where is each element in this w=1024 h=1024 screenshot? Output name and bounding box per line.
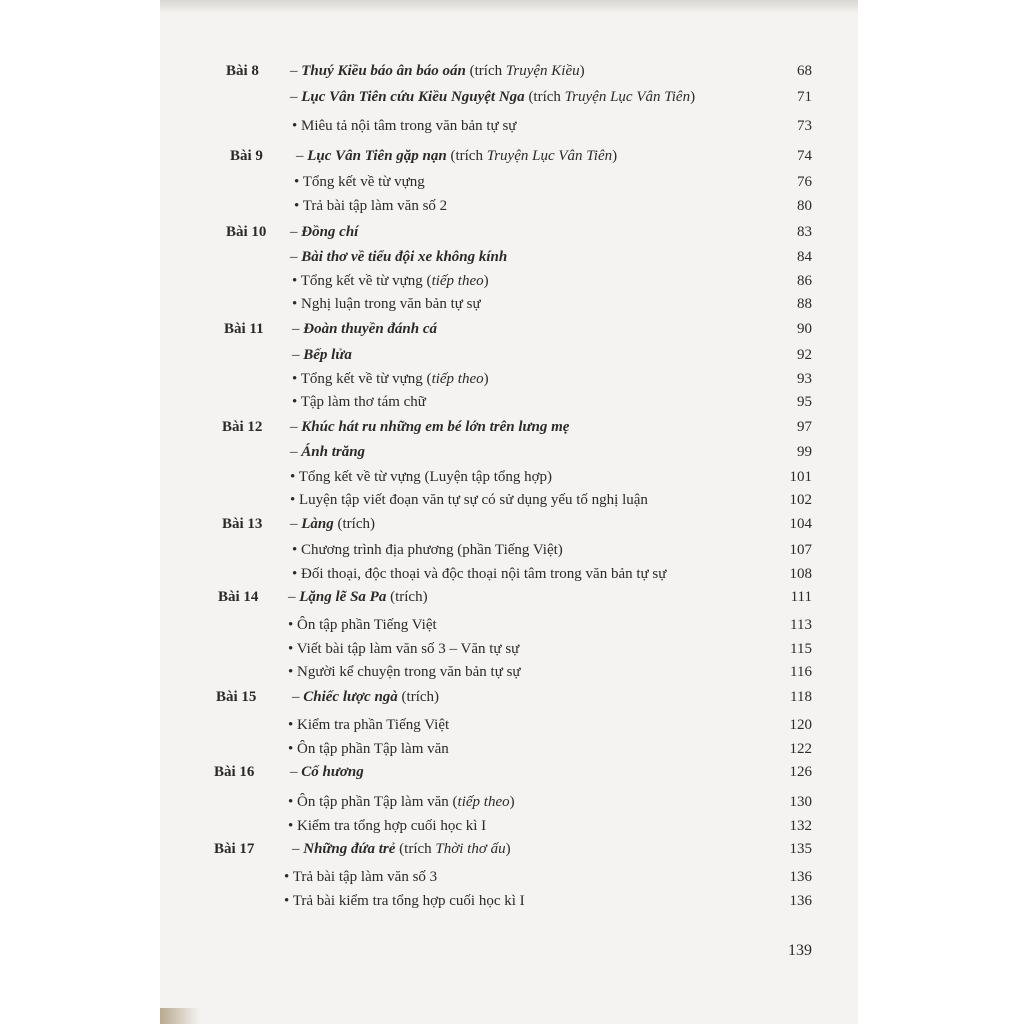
entry-label: Tổng kết về từ vựng ( [300, 371, 432, 387]
lesson-label: Bài 16 [214, 764, 255, 780]
lesson-label: Bài 15 [216, 689, 257, 705]
lesson-title: Đồng chí [301, 224, 359, 240]
entry-text [288, 738, 449, 760]
lesson-title: Lục Vân Tiên gặp nạn [307, 148, 447, 164]
bullet-marker: • [292, 273, 301, 289]
source-note: (trích) [333, 516, 375, 532]
dash-marker: – [290, 89, 302, 105]
toc-entry[interactable] [0, 221, 1024, 243]
source-note: (trích) [397, 689, 440, 705]
page-ref: 92 [797, 347, 812, 363]
toc-entry[interactable] [0, 661, 1024, 683]
entry-text [290, 489, 648, 511]
lesson-label: Bài 13 [222, 516, 263, 532]
lesson-title: Những đứa trẻ [303, 841, 396, 857]
page-ref: 74 [797, 148, 812, 164]
bullet-marker: • [294, 198, 303, 214]
dash-marker: – [290, 764, 302, 780]
page-ref: 84 [797, 249, 812, 265]
page-ref: 93 [797, 371, 812, 387]
page-ref: 136 [789, 893, 812, 909]
bullet-marker: • [290, 492, 300, 508]
dash-marker: – [296, 148, 308, 164]
source-close: ) [612, 148, 618, 164]
entry-label: Tổng kết về từ vựng (Luyện tập tổng hợp) [298, 469, 553, 485]
toc-entry[interactable] [0, 489, 1024, 511]
source-work: Truyện Lục Vân Tiên [486, 148, 613, 164]
toc-entry[interactable] [0, 416, 1024, 438]
entry-label-close: ) [509, 794, 515, 810]
entry-text [290, 86, 695, 108]
page-ref: 80 [797, 198, 812, 214]
toc-entry[interactable] [0, 866, 1024, 888]
source-note: (trích [446, 148, 487, 164]
entry-label: Tập làm thơ tám chữ [300, 394, 426, 410]
dash-marker: – [290, 444, 302, 460]
lesson-title: Ánh trăng [301, 444, 366, 460]
page-ref: 76 [797, 174, 812, 190]
page-ref: 97 [797, 419, 812, 435]
toc-entry[interactable] [0, 815, 1024, 837]
dash-marker: – [290, 249, 302, 265]
page-ref: 132 [789, 818, 812, 834]
entry-label: Miêu tả nội tâm trong văn bản tự sự [301, 118, 517, 134]
toc-entry[interactable] [0, 115, 1024, 137]
dash-marker: – [292, 321, 304, 337]
page-ref: 83 [797, 224, 812, 240]
entry-text [290, 60, 585, 82]
page-number: 139 [788, 942, 812, 959]
page-ref: 88 [797, 296, 812, 312]
entry-text [292, 293, 481, 315]
page-ref: 136 [789, 869, 812, 885]
page-ref: 104 [789, 516, 812, 532]
entry-label: Trả bài tập làm văn số 2 [302, 198, 448, 214]
entry-text [284, 890, 525, 912]
dash-marker: – [292, 689, 304, 705]
bullet-marker: • [288, 794, 298, 810]
entry-label: Đối thoại, độc thoại và độc thoại nội tâm trong văn bản tự sự [301, 566, 667, 582]
lesson-title: Lặng lẽ Sa Pa [299, 589, 387, 605]
bullet-marker: • [288, 741, 298, 757]
bullet-marker: • [294, 174, 303, 190]
toc-entry[interactable] [0, 791, 1024, 813]
source-note: (trích [524, 89, 565, 105]
entry-label: Tổng kết về từ vựng [302, 174, 425, 190]
lesson-title: Khúc hát ru những em bé lớn trên lưng mẹ [301, 419, 570, 435]
lesson-title: Bếp lửa [303, 347, 352, 363]
entry-text [292, 270, 489, 292]
page-ref: 102 [789, 492, 812, 508]
toc-entry[interactable] [0, 614, 1024, 636]
lesson-label: Bài 10 [226, 224, 267, 240]
entry-label: Ôn tập phần Tiếng Việt [297, 617, 437, 633]
entry-text [290, 441, 365, 463]
toc-entry[interactable] [0, 293, 1024, 315]
toc-entry[interactable] [0, 171, 1024, 193]
entry-text [290, 246, 507, 268]
page-ref: 68 [797, 63, 812, 79]
entry-text [288, 638, 519, 660]
toc-entry[interactable] [0, 686, 1024, 708]
entry-text [294, 195, 447, 217]
lesson-label: Bài 17 [214, 841, 255, 857]
toc-entry[interactable] [0, 318, 1024, 340]
page-ref: 113 [790, 617, 812, 633]
page-ref: 111 [790, 589, 812, 605]
dash-marker: – [290, 419, 302, 435]
lesson-title: Đoàn thuyền đánh cá [303, 321, 438, 337]
entry-label: Tổng kết về từ vựng ( [300, 273, 432, 289]
bullet-marker: • [288, 818, 298, 834]
source-close: ) [579, 63, 585, 79]
toc-entry[interactable] [0, 714, 1024, 736]
entry-text [290, 416, 569, 438]
toc-entry[interactable] [0, 270, 1024, 292]
bullet-marker: • [292, 371, 301, 387]
page-ref: 108 [789, 566, 812, 582]
toc-entry[interactable] [0, 145, 1024, 167]
entry-text [296, 145, 617, 167]
toc-entry[interactable] [0, 466, 1024, 488]
entry-text [288, 714, 449, 736]
entry-text [292, 686, 439, 708]
dash-marker: – [290, 224, 302, 240]
toc-entry[interactable] [0, 344, 1024, 366]
source-close: ) [505, 841, 511, 857]
page-ref: 126 [789, 764, 812, 780]
entry-text [292, 539, 563, 561]
page-ref: 118 [790, 689, 812, 705]
bullet-marker: • [288, 664, 298, 680]
page-ref: 95 [797, 394, 812, 410]
entry-text [292, 368, 489, 390]
source-note: (trích) [386, 589, 428, 605]
toc-entry[interactable] [0, 563, 1024, 585]
entry-text [294, 171, 425, 193]
toc-entry[interactable] [0, 586, 1024, 608]
toc-entry[interactable] [0, 368, 1024, 390]
source-work: Thời thơ ấu [435, 841, 506, 857]
entry-text [290, 466, 552, 488]
entry-label-close: ) [483, 273, 489, 289]
entry-label: Chương trình địa phương (phần Tiếng Việt) [301, 542, 563, 558]
toc-entry[interactable] [0, 86, 1024, 108]
toc-entry[interactable] [0, 738, 1024, 760]
bullet-marker: • [292, 118, 302, 134]
entry-text [288, 661, 521, 683]
entry-text [292, 115, 516, 137]
entry-label: Ôn tập phần Tập làm văn ( [297, 794, 458, 810]
bullet-marker: • [288, 617, 298, 633]
toc-entry[interactable] [0, 638, 1024, 660]
lesson-title: Chiếc lược ngà [303, 689, 398, 705]
dash-marker: – [292, 841, 304, 857]
entry-text [284, 866, 437, 888]
toc-entry[interactable] [0, 513, 1024, 535]
toc-entry[interactable] [0, 195, 1024, 217]
toc-entry[interactable] [0, 539, 1024, 561]
entry-label: Kiểm tra tổng hợp cuối học kì I [297, 818, 487, 834]
entry-label-close: ) [483, 371, 489, 387]
page-ref: 115 [790, 641, 812, 657]
toc-entry[interactable] [0, 761, 1024, 783]
lesson-label: Bài 11 [224, 321, 264, 337]
entry-label-italic: tiếp theo [457, 794, 510, 810]
toc-entry[interactable] [0, 890, 1024, 912]
lesson-title: Lục Vân Tiên cứu Kiều Nguyệt Nga [301, 89, 525, 105]
lesson-label: Bài 8 [226, 63, 259, 79]
entry-text [292, 563, 666, 585]
source-work: Truyện Lục Vân Tiên [564, 89, 691, 105]
entry-text [292, 838, 511, 860]
page-ref: 99 [797, 444, 812, 460]
entry-text [290, 221, 358, 243]
entry-text [288, 791, 515, 813]
entry-text [292, 344, 352, 366]
bullet-marker: • [288, 717, 298, 733]
bullet-marker: • [292, 566, 302, 582]
toc-entry[interactable] [0, 441, 1024, 463]
bullet-marker: • [288, 641, 297, 657]
entry-text [288, 586, 428, 608]
page-ref: 71 [797, 89, 812, 105]
entry-text [290, 761, 364, 783]
entry-text [290, 513, 375, 535]
dash-marker: – [290, 63, 302, 79]
source-note: (trích [395, 841, 436, 857]
dash-marker: – [292, 347, 304, 363]
entry-label: Trả bài kiểm tra tổng hợp cuối học kì I [292, 893, 525, 909]
toc-entry[interactable] [0, 246, 1024, 268]
lesson-label: Bài 14 [218, 589, 259, 605]
lesson-title: Cố hương [301, 764, 364, 780]
entry-label: Ôn tập phần Tập làm văn [297, 741, 449, 757]
entry-label-italic: tiếp theo [431, 371, 484, 387]
page-ref: 130 [789, 794, 812, 810]
lesson-title: Làng [301, 516, 334, 532]
bullet-marker: • [284, 893, 293, 909]
lesson-title: Bài thơ về tiểu đội xe không kính [301, 249, 508, 265]
entry-text [288, 614, 437, 636]
page-ref: 120 [789, 717, 812, 733]
entry-label-italic: tiếp theo [431, 273, 484, 289]
source-close: ) [690, 89, 696, 105]
page-ref: 86 [797, 273, 812, 289]
lesson-label: Bài 12 [222, 419, 263, 435]
toc-entry[interactable] [0, 60, 1024, 82]
bullet-marker: • [290, 469, 299, 485]
page-ref: 101 [789, 469, 812, 485]
page-ref: 122 [789, 741, 812, 757]
entry-label: Luyện tập viết đoạn văn tự sự có sử dụng yếu tố nghị luận [299, 492, 648, 508]
page-ref: 90 [797, 321, 812, 337]
lesson-title: Thuý Kiều báo ân báo oán [301, 63, 466, 79]
entry-label: Nghị luận trong văn bản tự sự [301, 296, 481, 312]
lesson-label: Bài 9 [230, 148, 263, 164]
entry-label: Trả bài tập làm văn số 3 [292, 869, 438, 885]
dash-marker: – [288, 589, 300, 605]
entry-text [292, 318, 437, 340]
bullet-marker: • [292, 296, 302, 312]
page-ref: 107 [789, 542, 812, 558]
page-ref: 73 [797, 118, 812, 134]
entry-label: Kiểm tra phần Tiếng Việt [297, 717, 450, 733]
bullet-marker: • [292, 394, 301, 410]
entry-text [288, 815, 486, 837]
bullet-marker: • [284, 869, 293, 885]
entry-text [292, 391, 426, 413]
toc-entry[interactable] [0, 838, 1024, 860]
page-ref: 116 [790, 664, 812, 680]
page-ref: 135 [789, 841, 812, 857]
bullet-marker: • [292, 542, 302, 558]
source-work: Truyện Kiều [505, 63, 580, 79]
toc-entry[interactable] [0, 391, 1024, 413]
dash-marker: – [290, 516, 302, 532]
entry-label: Người kể chuyện trong văn bản tự sự [297, 664, 521, 680]
source-note: (trích [465, 63, 506, 79]
entry-label: Viết bài tập làm văn số 3 – Văn tự sự [296, 641, 520, 657]
